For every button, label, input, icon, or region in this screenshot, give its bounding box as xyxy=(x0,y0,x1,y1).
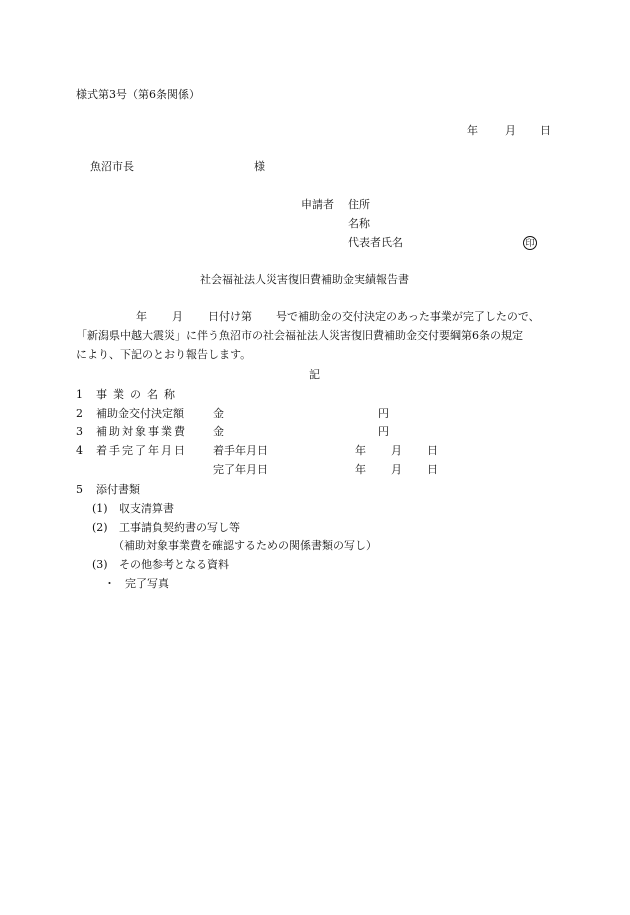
item1-number: 1 xyxy=(76,388,83,401)
body-line3: により、下記のとおり報告します。 xyxy=(76,348,252,361)
item4-end-year: 年 xyxy=(355,463,366,476)
item5-sub1-text: 収支清算書 xyxy=(119,502,174,515)
item3-yen: 円 xyxy=(378,425,389,438)
item2-label: 補助金交付決定額 xyxy=(96,407,184,420)
item4-start-month: 月 xyxy=(391,444,402,457)
item4-start-year: 年 xyxy=(355,444,366,457)
body-line2: 「新潟県中越大震災」に伴う魚沼市の社会福祉法人災害復旧費補助金交付要綱第6条の規定 xyxy=(76,329,523,342)
date-day-label: 日 xyxy=(540,124,551,137)
item5-sub3-text: その他参考となる資料 xyxy=(119,558,229,571)
item5-sub2-number: (2) xyxy=(92,521,108,534)
item3-kin: 金 xyxy=(213,425,224,438)
applicant-label: 申請者 xyxy=(301,198,334,211)
form-number: 様式第3号（第6条関係） xyxy=(76,88,200,101)
body-line1-rest: 号で補助金の交付決定のあった事業が完了したので、 xyxy=(276,310,540,323)
item2-kin: 金 xyxy=(213,407,224,420)
document-title: 社会福祉法人災害復旧費補助金実績報告書 xyxy=(200,273,409,286)
applicant-address-label: 住所 xyxy=(348,198,370,211)
item3-label: 補助対象事業費 xyxy=(96,425,187,438)
applicant-representative-label: 代表者氏名 xyxy=(348,236,403,249)
body-month: 月 xyxy=(172,310,183,323)
item4-end-label: 完了年月日 xyxy=(213,463,268,476)
item2-number: 2 xyxy=(76,407,83,420)
ki-marker: 記 xyxy=(309,368,320,381)
item4-end-month: 月 xyxy=(391,463,402,476)
item1-label: 事業の名称 xyxy=(96,388,181,401)
body-year: 年 xyxy=(136,310,147,323)
item5-bullet-text: 完了写真 xyxy=(125,577,169,590)
item4-label: 着手完了年月日 xyxy=(96,444,187,457)
item5-sub2-text: 工事請負契約書の写し等 xyxy=(119,521,240,534)
item3-number: 3 xyxy=(76,425,83,438)
item5-bullet: ・ xyxy=(104,577,115,590)
item4-end-day: 日 xyxy=(427,463,438,476)
applicant-name-label: 名称 xyxy=(348,217,370,230)
item4-number: 4 xyxy=(76,444,83,457)
item5-sub2-note: （補助対象事業費を確認するための関係書類の写し） xyxy=(113,539,377,552)
date-month-label: 月 xyxy=(505,124,516,137)
addressee-sama: 様 xyxy=(254,160,265,173)
item5-sub3-number: (3) xyxy=(92,558,108,571)
item5-number: 5 xyxy=(76,483,83,496)
item4-start-label: 着手年月日 xyxy=(213,444,268,457)
date-year-label: 年 xyxy=(467,124,478,137)
item5-sub1-number: (1) xyxy=(92,502,108,515)
addressee-mayor: 魚沼市長 xyxy=(90,160,134,173)
body-day-ref: 日付け第 xyxy=(208,310,252,323)
item5-label: 添付書類 xyxy=(96,483,140,496)
seal-mark: 印 xyxy=(523,236,537,250)
item2-yen: 円 xyxy=(378,407,389,420)
item4-start-day: 日 xyxy=(427,444,438,457)
